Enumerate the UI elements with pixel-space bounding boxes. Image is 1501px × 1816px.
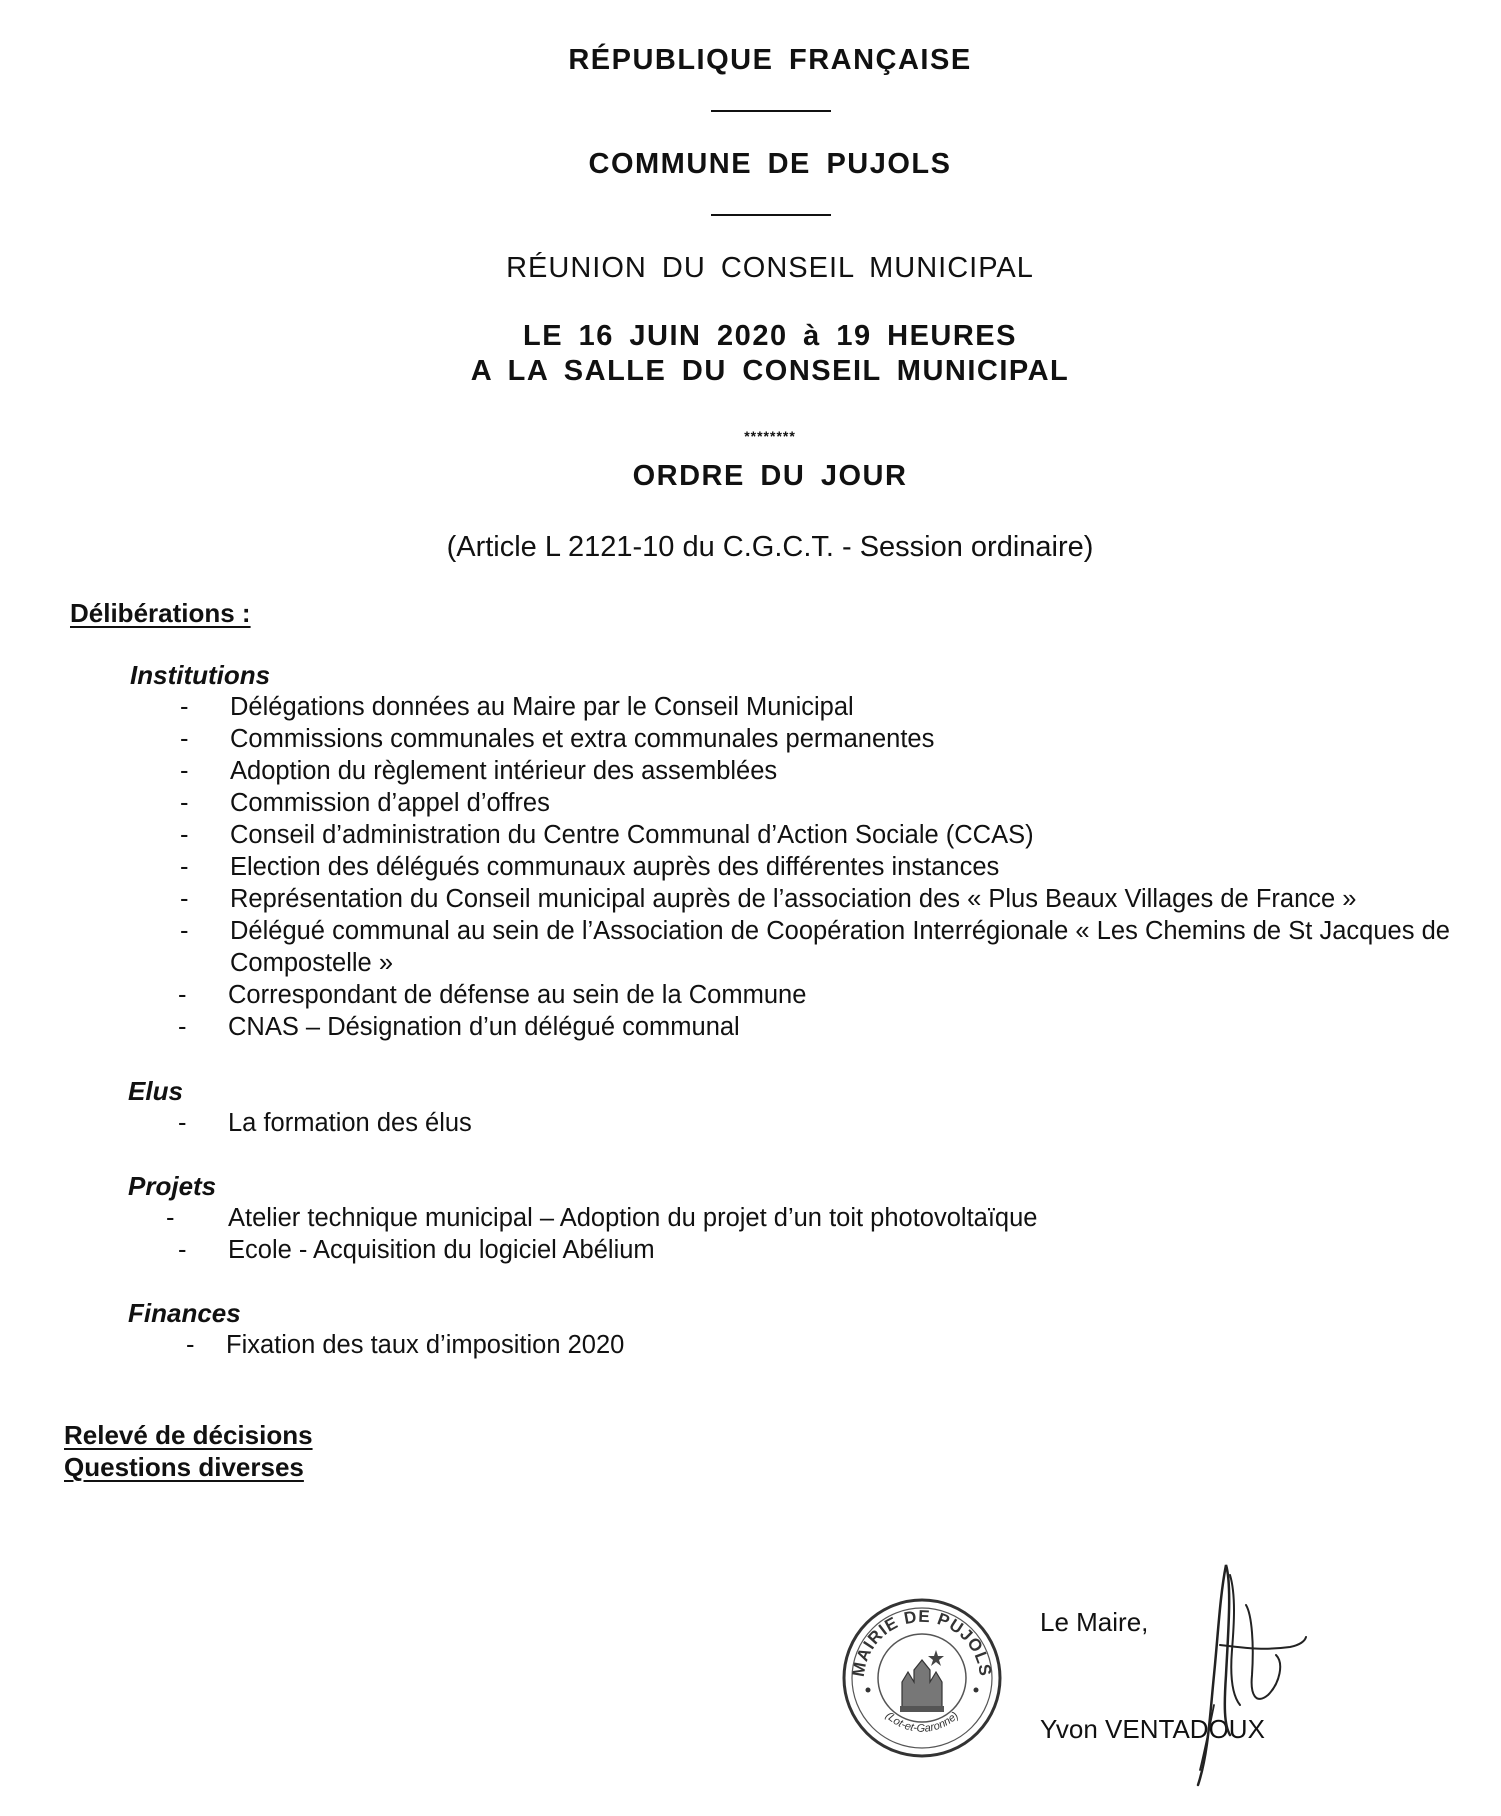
agenda-title: ORDRE DU JOUR — [632, 460, 908, 492]
bullet-dash: - — [186, 1331, 195, 1359]
meeting-location: A LA SALLE DU CONSEIL MUNICIPAL — [470, 355, 1070, 387]
bullet-dash: - — [180, 789, 189, 817]
list-item: - Représentation du Conseil municipal auprès de l’association des « Plus Beaux Villages de France » — [180, 885, 1357, 913]
meeting-date: LE 16 JUIN 2020 à 19 HEURES — [523, 320, 1017, 352]
handwritten-signature — [1180, 1555, 1310, 1795]
list-item: - Délégations données au Maire par le Conseil Municipal — [180, 693, 854, 721]
mairie-stamp — [840, 1590, 1005, 1760]
bullet-dash: - — [180, 693, 189, 721]
bullet-dash: - — [180, 853, 189, 881]
list-item: - Conseil d’administration du Centre Communal d’Action Sociale (CCAS) — [180, 821, 1034, 849]
header-divider-2 — [711, 214, 831, 216]
bullet-dash: - — [180, 821, 189, 849]
header-divider-1 — [711, 110, 831, 112]
category-finances: Finances — [128, 1298, 241, 1328]
bullet-dash: - — [180, 885, 189, 913]
questions-diverses-heading: Questions diverses — [64, 1452, 304, 1482]
svg-text:MAIRIE DE PUJOLS: MAIRIE DE PUJOLS — [848, 1606, 996, 1679]
list-item: - CNAS – Désignation d’un délégué communal — [178, 1013, 740, 1041]
bullet-dash: - — [178, 1236, 187, 1264]
svg-text:(Lot-et-Garonne): (Lot-et-Garonne) — [882, 1709, 962, 1735]
bullet-dash: - — [166, 1204, 175, 1232]
mayor-name: Yvon VENTADOUX — [1040, 1714, 1265, 1744]
list-item: - Election des délégués communaux auprès des différentes instances — [180, 853, 1000, 881]
header-reunion: RÉUNION DU CONSEIL MUNICIPAL — [506, 252, 1034, 284]
bullet-dash: - — [178, 1109, 187, 1137]
bullet-dash: - — [180, 917, 189, 945]
list-item: - Commissions communales et extra communales permanentes — [180, 725, 935, 753]
list-item: - Adoption du règlement intérieur des assemblées — [180, 757, 778, 785]
list-item: - Fixation des taux d’imposition 2020 — [186, 1331, 625, 1359]
list-item: - Délégué communal au sein de l’Association de Coopération Interrégionale « Les Chemins de St Jacques de Compostelle » — [180, 917, 1450, 977]
header-republique: RÉPUBLIQUE FRANÇAISE — [568, 44, 972, 76]
category-projets: Projets — [128, 1171, 217, 1201]
list-item: - Correspondant de défense au sein de la Commune — [178, 981, 807, 1009]
bullet-dash: - — [180, 725, 189, 753]
bullet-dash: - — [180, 757, 189, 785]
separator-stars: ******** — [744, 428, 796, 444]
header-commune: COMMUNE DE PUJOLS — [588, 148, 952, 180]
category-institutions: Institutions — [130, 660, 271, 690]
signature-label: Le Maire, — [1040, 1607, 1149, 1637]
bullet-dash: - — [178, 1013, 187, 1041]
bullet-dash: - — [178, 981, 187, 1009]
releve-decisions-heading: Relevé de décisions — [64, 1420, 313, 1450]
category-elus: Elus — [128, 1076, 183, 1106]
list-item: - Atelier technique municipal – Adoption du projet d’un toit photovoltaïque — [166, 1204, 1038, 1232]
agenda-subtitle: (Article L 2121-10 du C.G.C.T. - Session ordinaire) — [446, 531, 1094, 563]
deliberations-heading: Délibérations : — [70, 598, 251, 628]
list-item: - La formation des élus — [178, 1109, 472, 1137]
list-item: - Ecole - Acquisition du logiciel Abélium — [178, 1236, 655, 1264]
list-item: - Commission d’appel d’offres — [180, 789, 550, 817]
